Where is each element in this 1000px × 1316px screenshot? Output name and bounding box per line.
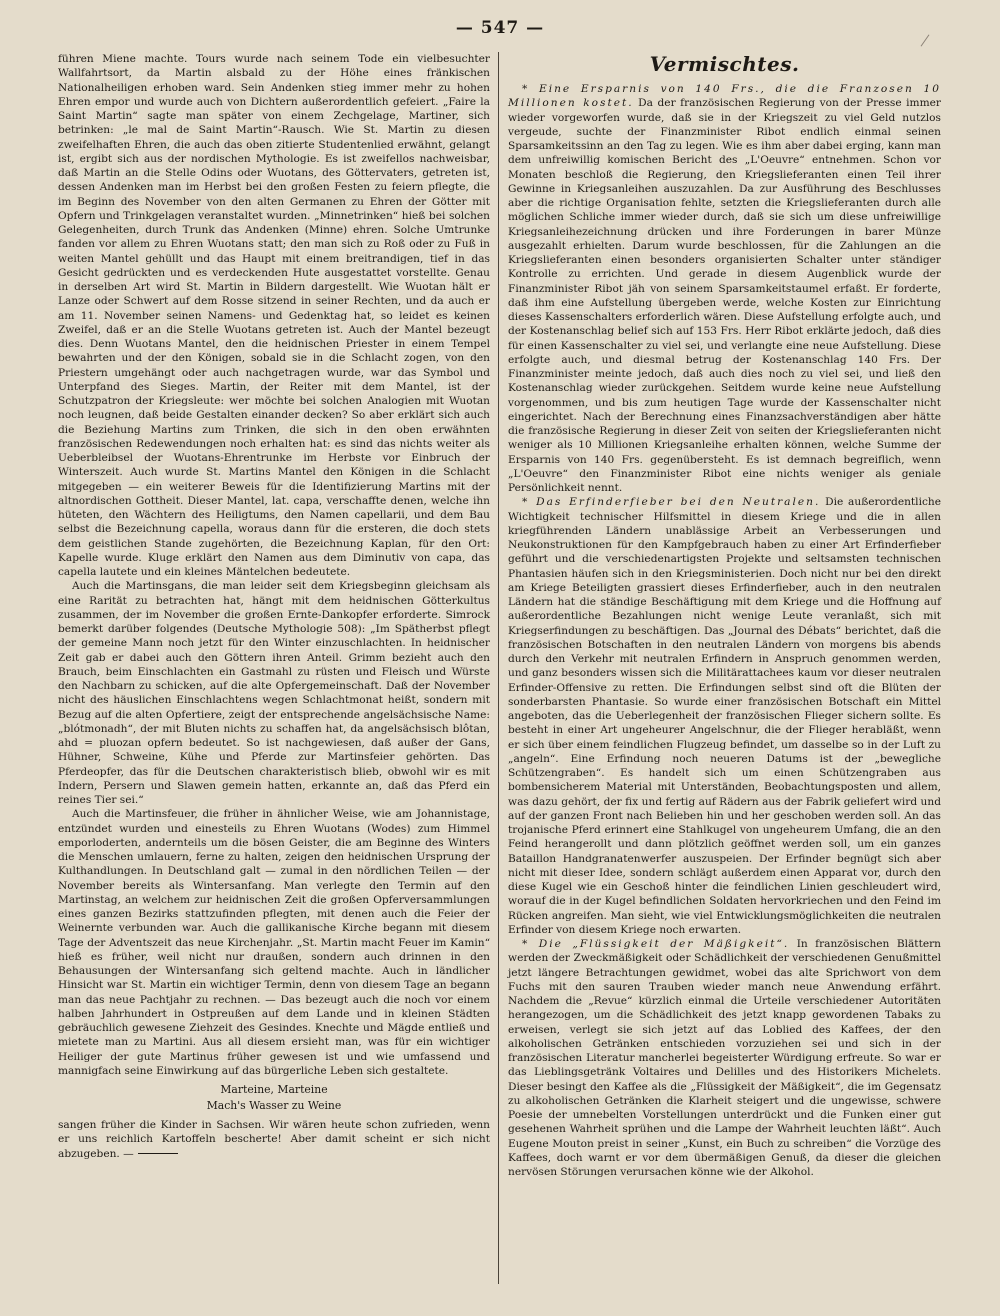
article-heading: * Die „Flüssigkeit der Mäßigkeit“. — [522, 938, 790, 950]
closing-text: sangen früher die Kinder in Sachsen. Wir wären heute schon zufrieden, wenn er uns reichlich Kartoffeln bescherte! Aber damit scheint er sich nicht abzugeben. — — [58, 1119, 490, 1160]
article-ersparnis — [508, 82, 941, 495]
verse — [58, 1082, 490, 1114]
paragraph-martin-wuotan: führen Miene machte. Tours wurde nach seinem Tode ein vielbesuchter Wallfahrtsort, da Martin alsbald zu der Höhe eines fränkischen Nationalheiligen erhoben ward. Sein Andenken stieg immer mehr zu hohen Ehren empor und wurde auch von Dichtern außerordentlich gefeiert. „Faire la Saint Martin“ sagte man später von einem Zechgelage, Martiner, sich betrinken: „le mal de Saint Martin“-Rausch. Wie St. Martin zu diesen zweifelhaften Ehren, die auch das oben zitierte Studentenlied erwähnt, gelangt ist, ergibt sich aus der nordischen Mythologie. Es ist zweifellos nachweisbar, daß Martin an die Stelle Odins oder Wuotans, des Göttervaters, getreten ist, dessen Andenken man im Herbst bei den großen Festen zu feiern pflegte, die im Beginn des November von den alten Germanen zu Ehren der Götter mit Opfern und Trinkgelagen veranstaltet wurden. „Minnetrinken“ hieß bei solchen Gelegenheiten, durch Trunk das Andenken (Minne) ehren. Solche Umtrunke fanden vor allem zu Ehren Wuotans statt; den man sich zu Roß oder zu Fuß in weiten Mantel gehüllt und das Haupt mit einem breitrandigen, tief in das Gesicht gedrückten und es verdeckenden Hute ausgestattet vorstellte. Genau in derselben Art wird St. Martin in Bildern dargestellt. Wie Wuotan hält er Lanze oder Schwert auf dem Rosse sitzend in seiner Rechten, und da auch er am 11. November seinen Namens- und Gedenktag hat, so leidet es keinen Zweifel, daß er an die Stelle Wuotans getreten ist. Auch der Mantel bezeugt dies. Denn Wuotans Mantel, den die heidnischen Priester in einem Tempel bewahrten und der den Königen, sobald sie in die Schlacht zogen, von den Priestern umgehängt oder auch nachgetragen wurde, war das Symbol und Unterpfand des Sieges. Martin, der Reiter mit dem Mantel, ist der Schutzpatron der Kriegsleute: wer möchte bei solchen Analogien mit Wuotan noch leugnen, daß beide Gestalten einander decken? So aber erklärt sich auch die Beziehung Martins zum Trinken, die sich in den oben erwähnten französischen Redewendungen noch erhalten hat: es sind das nichts weiter als Ueberbleibsel der Wuotans-Ehrentrunke im Herbste vor Einbruch der Winterszeit. Auch wurde St. Martins Mantel den Königen in die Schlacht mitgegeben — ein weiterer Beweis für die Identifizierung Martins mit der altnordischen Gottheit. Dieser Mantel, lat. capa, verschaffte denen, welche ihn hüteten, den Wächtern des Heiligtums, den Namen capellarii, und dem Bau selbst die Bezeichnung capella, woraus dann für die ersteren, die doch stets dem geistlichen Stande zugehörten, die Bezeichnung Kaplan, für den Ort: Kapelle wurde. Kluge erklärt den Namen aus dem Diminutiv von capa, das capella lautete und ein kleines Mäntelchen bedeutete. — [58, 53, 490, 578]
section-title: Vermischtes. — [649, 52, 800, 76]
end-rule — [138, 1153, 178, 1154]
article-erfinderfieber — [508, 495, 941, 937]
article-heading: * Das Erfinderfieber bei den Neutralen. — [522, 496, 821, 509]
article-text: Die außerordentliche Wichtigkeit technischer Hilfsmittel in diesem Kriege und die in allen kriegführenden Ländern unablässige Arbeit an Verbesserungen und Neukonstruktionen für den Kampfgebrauch haben zu einer Art Erfinderfieber geführt und die verschiedenartigsten Projekte und seltsamsten technischen Phantasien häufen sich in den Kriegsministerien. Doch nicht nur bei den direkt am Kriege Beteiligten grassiert dieses Erfinderfieber, auch in den neutralen Ländern hat die ständige Beschäftigung mit dem Kriege und die Hoffnung auf außerordentliche Bezahlungen nicht wenige Leute veranlaßt, sich mit Kriegserfindungen zu beschäftigen. Das „Journal des Débats“ berichtet, daß die französischen Botschaften in den neutralen Ländern von morgens bis abends durch den Verkehr mit neutralen Erfindern in Anspruch genommen werden, und ganz besonders wissen sich die Militärattachees kaum vor dieser neutralen Erfinder-Offensive zu retten. Die Erfindungen selbst sind oft die Blüten der sonderbarsten Phantasie. So wurde einer französischen Botschaft ein Mittel angeboten, das die Ueberlegenheit der französischen Flieger sichern sollte. Es besteht in einer Art ungeheurer Angelschnur, die der Flieger herabläßt, wenn er sich über einem feindlichen Flugzeug befindet, um dasselbe so in der Luft zu „angeln“. Eine Erfindung noch neueren Datums ist der „bewegliche Schützengraben“. Es handelt sich um einen Schützengraben aus bombensicherem Material mit Unterständen, Beobachtungsposten und allem, was dazu gehört, der fix und fertig auf Rädern aus der Fabrik geliefert wird und auf der ganzen Front nach Belieben hin und her geschoben werden soll. An das trojanische Pferd erinnert eine Stahlkugel von ungeheurem Umfang, die an den Feind herangerollt und dann plötzlich geöffnet werden soll, um ein ganzes Bataillon Handgranatenwerfer auszuspeien. Der Erfinder begnügt sich aber nicht mit dieser Idee, sondern schlägt außerdem einen Apparat vor, durch den diese Kugel wie ein Geschoß hinter die feindlichen Linien geschleudert wird, worauf die in der Kugel befindlichen Soldaten hervorkriechen und den Feind im Rücken angreifen. Man sieht, wie viel Entwicklungsmöglichkeiten die neutralen Erfinder von diesem Kriege noch erwarten. — [508, 496, 941, 936]
article-heading: * Eine Ersparnis von 140 Frs., die die Franzosen 10 Millionen kostet. — [508, 83, 941, 110]
article-maessigkeit — [508, 937, 941, 1179]
verse-line: Marteine, Marteine — [220, 1083, 328, 1096]
paragraph-martinsfeuer: Auch die Martinsfeuer, die früher in ähnlicher Weise, wie am Johannistage, entzündet wurden und einesteils zu Ehren Wuotans (Wodes) zum Himmel emporloderten, andernteils um die bösen Geister, die am Beginne des Winters die Menschen umlauern, ferne zu halten, zeigen den heidnischen Ursprung der Kulthandlungen. In Deutschland galt — zumal in den nördlichen Teilen — der November bereits als Wintersanfang. Man verlegte den Termin auf den Martinstag, an welchem zur heidnischen Zeit die großen Opferversammlungen eines ganzen Bezirks stattzufinden pflegten, mit denen auch die Feier der Weinernte verbunden war. Auch die gallikanische Kirche begann mit diesem Tage der Adventszeit das neue Kirchenjahr. „St. Martin macht Feuer im Kamin“ hieß es früher, weil nicht nur draußen, sondern auch drinnen in den Behausungen der Wintersanfang sich geltend machte. Auch in ländlicher Hinsicht war St. Martin ein wichtiger Termin, denn von diesem Tage an begann man das neue Pachtjahr zu rechnen. — Das bezeugt auch die noch vor einem halben Jahrhundert in Ostpreußen auf dem Lande und in kleinen Städten gebräuchlich gewesene Ziehzeit des Gesindes. Knechte und Mägde entließ und mietete man zu Martini. Aus all diesem ersieht man, was für ein wichtiger Heiliger der gute Martinus früher gewesen ist und wie umfassend und mannigfach seine Einwirkung auf das bürgerliche Leben sich gestaltete. — [58, 808, 490, 1077]
page-number: — 547 — — [455, 18, 545, 38]
verse-line: Mach's Wasser zu Weine — [206, 1099, 342, 1112]
paragraph-martinsgans: Auch die Martinsgans, die man leider seit dem Kriegsbeginn gleichsam als eine Rarität zu betrachten hat, hängt mit dem heidnischen Götterkultus zusammen, der im November die großen Ernte-Dankopfer erforderte. Simrock bemerkt darüber folgendes (Deutsche Mythologie 508): „Im Spätherbst pflegt der gemeine Mann noch jetzt für den Winter einzuschlachten. In heidnischer Zeit gab er dabei auch den Göttern ihren Anteil. Grimm bezieht auch den Brauch, beim Einschlachten ein Gastmahl zu rüsten und Fleisch und Würste den Nachbarn zu schicken, auf die alte Opfergemeinschaft. Daß der November nicht des häuslichen Einschlachtens wegen Schlachtmonat heißt, sondern mit Bezug auf die alten Opfertiere, zeigt der entsprechende angelsächsische Name: „blótmonadh“, der mit Bluten nichts zu schaffen hat, da angelsächsisch blôtan, ahd = pluozan opfern bedeutet. So ist nachgewiesen, daß außer der Gans, Hühner, Schweine, Kühe und Pferde zur Martinsfeier gehörten. Das Pferdeopfer, das für die Deutschen charakteristisch blieb, obwohl wir es mit Indern, Persern und Slawen gemein hatten, erkannte an, daß das Pferd ein reines Tier sei.“ — [58, 580, 490, 806]
column-divider — [498, 52, 499, 1284]
right-column — [508, 52, 941, 1179]
left-column — [58, 52, 490, 1161]
article-text: Da der französischen Regierung von der Presse immer wieder vorgeworfen wurde, daß sie in der Kriegszeit zu viel Geld nutzlos vergeude, suchte der Finanzminister Ribot endlich einmal seinen Sparsamkeitssinn an den Tag zu legen. Wie es ihm aber dabei erging, kann man dem unfreiwillig komischen Bericht des „L'Oeuvre“ entnehmen. Schon vor Monaten beschloß die Regierung, den Kriegslieferanten einen Teil ihrer Gewinne in Kriegsanleihen auszuzahlen. Da zur Ausführung des Beschlusses aber die richtige Organisation fehlte, setzten die Kriegslieferanten durch alle möglichen Schliche immer wieder durch, daß sie sich um diese unfreiwillige Kriegsanleihezeichnung drücken und ihre Forderungen in barer Münze ausgezahlt erhielten. Darum wurde beschlossen, für die Zahlungen an die Kriegslieferanten einen besonders organisierten Schalter unter ständiger Kontrolle zu errichten. Und gerade in diesem Augenblick wurde der Finanzminister Ribot jäh von seinem Sparsamkeitstaumel erfaßt. Er forderte, daß ihm eine Aufstellung übergeben werde, welche Kosten zur Einrichtung dieses Kassenschalters erforderlich wären. Diese Aufstellung erfolgte auch, und der Kostenanschlag belief sich auf 153 Frs. Herr Ribot erklärte jedoch, daß dies für einen Kassenschalter zu viel sei, und verlangte eine neue Aufstellung. Diese erfolgte auch, und diesmal betrug der Kostenanschlag 140 Frs. Der Finanzminister meinte jedoch, daß auch dies noch zu viel sei, und ließ den Kostenanschlag wieder zurückgehen. Seitdem wurde keine neue Aufstellung vorgenommen, und bis zum heutigen Tage wurde der Kassenschalter nicht eingerichtet. Nach der Berechnung eines Finanzsachverständigen aber hätte die französische Regierung in dieser Zeit von seiten der Kriegslieferanten nicht weniger als 10 Millionen Kriegsanleihe erhalten können, welche Summe der Ersparnis von 140 Frs. gegenübersteht. Es ist demnach begreiflich, wenn „L'Oeuvre“ den Finanzminister Ribot eine nichts weniger als geniale Persönlichkeit nennt. — [508, 97, 941, 494]
article-text: In französischen Blättern werden der Zweckmäßigkeit oder Schädlichkeit der verschiedenen Genußmittel jetzt längere Betrachtungen gewidmet, wobei das alte Sprichwort von dem Fuchs mit den sauren Trauben wieder manch neue Anwendung erfährt. Nachdem die „Revue“ kürzlich einmal die Urteile verschiedener Autoritäten herangezogen, um die Schädlichkeit des jetzt knapp gewordenen Tabaks zu erweisen, verlegt sie sich jetzt auf das Loblied des Kaffees, der den alkoholischen Getränken entschieden vorzuziehen sei und sich in der französischen Literatur mancherlei begeisterter Würdigung erfreute. So war er das Lieblingsgetränk Voltaires und Delilles und des Historikers Michelets. Dieser besingt den Kaffee als die „Flüssigkeit der Mäßigkeit“, die im Gegensatz zu alkoholischen Getränken die Klarheit steigert und die ungewisse, schwere Poesie der umnebelten Vorstellungen unterdrückt und die Funken einer gut gesehenen Wahrheit sprühen und die Lampe der Wahrheit leuchten läßt“. Auch Eugene Mouton preist in seiner „Kunst, ein Buch zu schreiben“ die Vorzüge des Kaffees, doch warnt er vor dem übermäßigen Genuß, da dieser die gleichen nervösen Störungen verursachen könne wie der Alkohol. — [508, 938, 941, 1178]
closing-paragraph — [58, 1118, 490, 1161]
